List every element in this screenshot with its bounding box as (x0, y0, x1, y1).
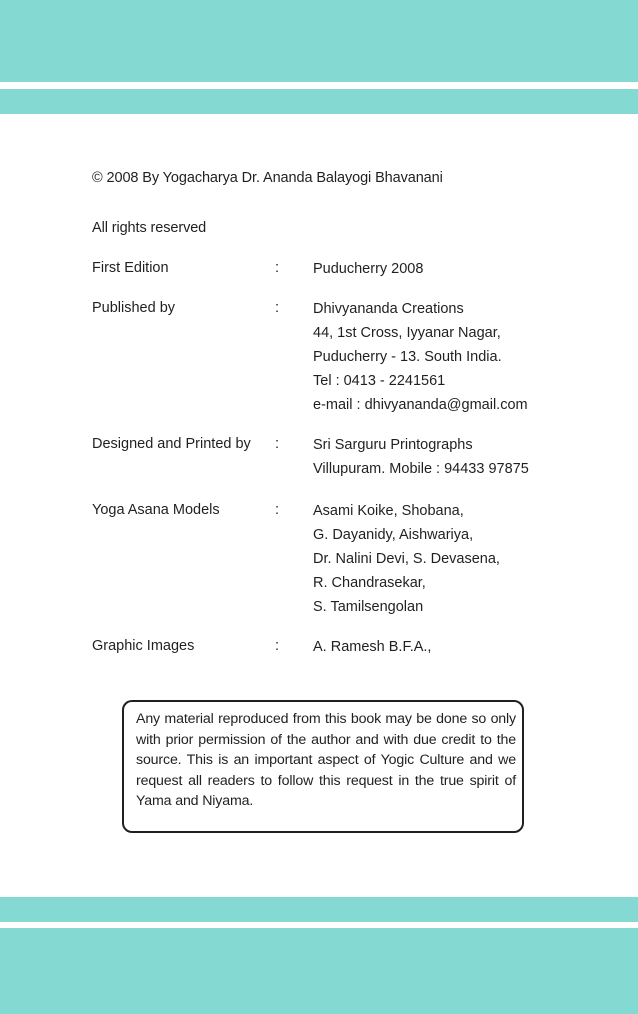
detail-value: Dr. Nalini Devi, S. Devasena, (313, 551, 500, 567)
detail-value: R. Chandrasekar, (313, 575, 426, 591)
detail-colon: : (275, 436, 280, 452)
top-decorative-strip (0, 89, 638, 114)
detail-value: S. Tamilsengolan (313, 599, 424, 615)
detail-value: Asami Koike, Shobana, (313, 503, 464, 519)
detail-value: Dhivyananda Creations (313, 301, 464, 317)
top-decorative-band (0, 0, 638, 82)
detail-colon: : (275, 300, 280, 316)
detail-label: Designed and Printed by (92, 436, 251, 452)
detail-colon: : (275, 502, 280, 518)
detail-colon: : (275, 638, 280, 654)
detail-label: Graphic Images (92, 638, 195, 654)
detail-value: Sri Sarguru Printographs (313, 437, 473, 453)
copyright-notice: © 2008 By Yogacharya Dr. Ananda Balayogi Bhavanani (92, 170, 443, 186)
detail-label: Published by (92, 300, 176, 316)
detail-value: A. Ramesh B.F.A., (313, 639, 432, 655)
detail-value: Puducherry 2008 (313, 261, 424, 277)
bottom-decorative-strip (0, 897, 638, 922)
permission-notice-box: Any material reproduced from this book may be done so only with prior permission of the author and with due credit to the source. This is an important aspect of Yogic Culture and we request all readers to follow this request in the true spirit of Yama and Niyama. (122, 700, 524, 833)
detail-value: G. Dayanidy, Aishwariya, (313, 527, 474, 543)
detail-value: 44, 1st Cross, Iyyanar Nagar, (313, 325, 501, 341)
detail-value: Puducherry - 13. South India. (313, 349, 502, 365)
rights-reserved: All rights reserved (92, 220, 207, 236)
detail-value: Tel : 0413 - 2241561 (313, 373, 446, 389)
detail-label: First Edition (92, 260, 169, 276)
detail-colon: : (275, 260, 280, 276)
bottom-decorative-band (0, 928, 638, 1014)
detail-email: e-mail : dhivyananda@gmail.com (313, 397, 528, 413)
detail-label: Yoga Asana Models (92, 502, 220, 518)
detail-value: Villupuram. Mobile : 94433 97875 (313, 461, 529, 477)
